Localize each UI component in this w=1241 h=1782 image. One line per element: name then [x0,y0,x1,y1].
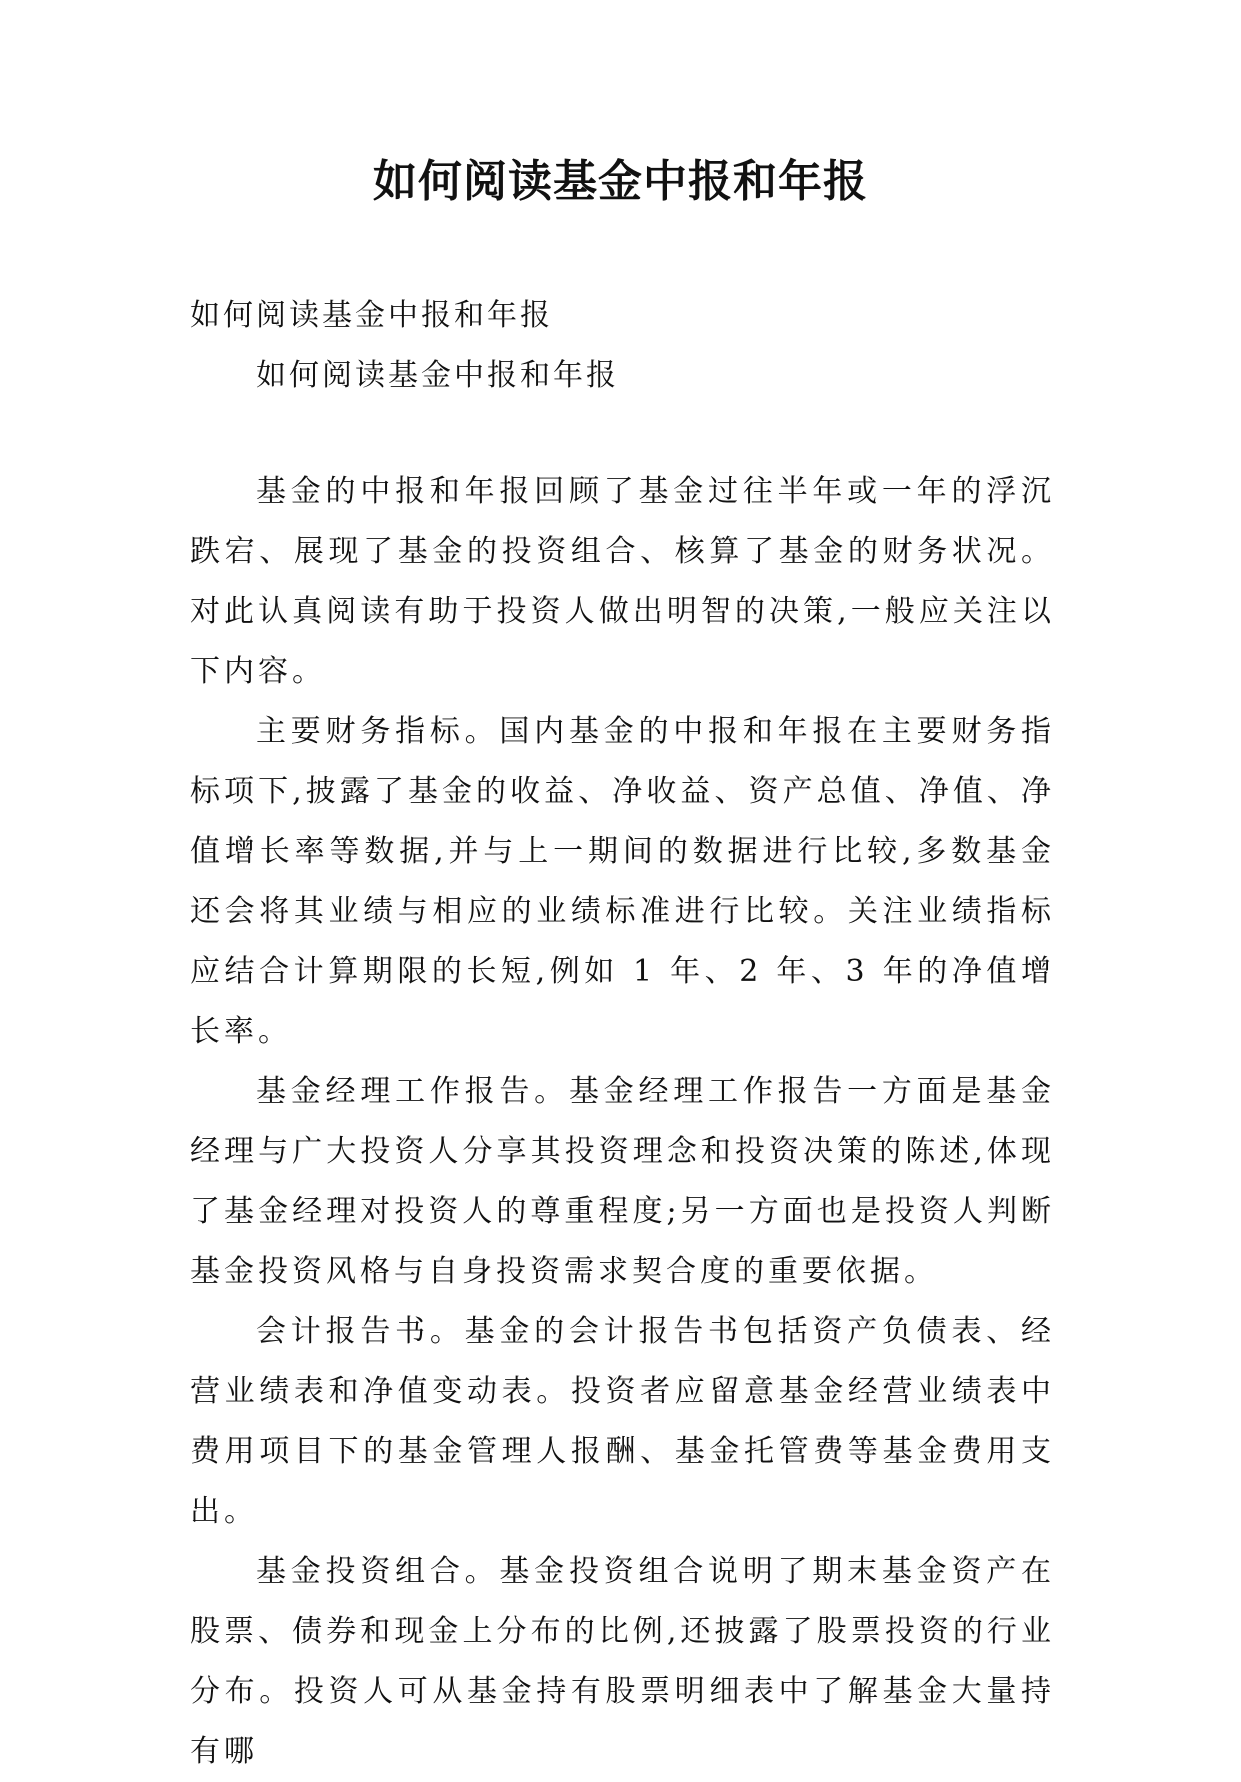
document-subtitle-primary: 如何阅读基金中报和年报 [190,298,553,333]
document-subtitle-secondary: 如何阅读基金中报和年报 [256,358,619,393]
paragraph-financial-indicators: 主要财务指标。国内基金的中报和年报在主要财务指标项下,披露了基金的收益、净收益、资产总值、净值、净值增长率等数据,并与上一期间的数据进行比较,多数基金还会将其业绩与相应的业绩标准进行比较。关注业绩指标应结合计算期限的长短,例如 1 年、2 年、3 年的净值增长率。 [190,714,1055,1049]
paragraph-manager-report: 基金经理工作报告。基金经理工作报告一方面是基金经理与广大投资人分享其投资理念和投资决策的陈述,体现了基金经理对投资人的尊重程度;另一方面也是投资人判断基金投资风格与自身投资需求契合度的重要依据。 [190,1074,1055,1289]
document-title: 如何阅读基金中报和年报 [373,156,868,207]
document-body [190,462,1055,1782]
paragraph-accounting-report: 会计报告书。基金的会计报告书包括资产负债表、经营业绩表和净值变动表。投资者应留意基金经营业绩表中费用项目下的基金管理人报酬、基金托管费等基金费用支出。 [190,1314,1055,1529]
paragraph-portfolio: 基金投资组合。基金投资组合说明了期末基金资产在股票、债券和现金上分布的比例,还披露了股票投资的行业分布。投资人可从基金持有股票明细表中了解基金大量持有哪 [190,1554,1055,1769]
paragraph-intro: 基金的中报和年报回顾了基金过往半年或一年的浮沉跌宕、展现了基金的投资组合、核算了基金的财务状况。对此认真阅读有助于投资人做出明智的决策,一般应关注以下内容。 [190,474,1055,689]
